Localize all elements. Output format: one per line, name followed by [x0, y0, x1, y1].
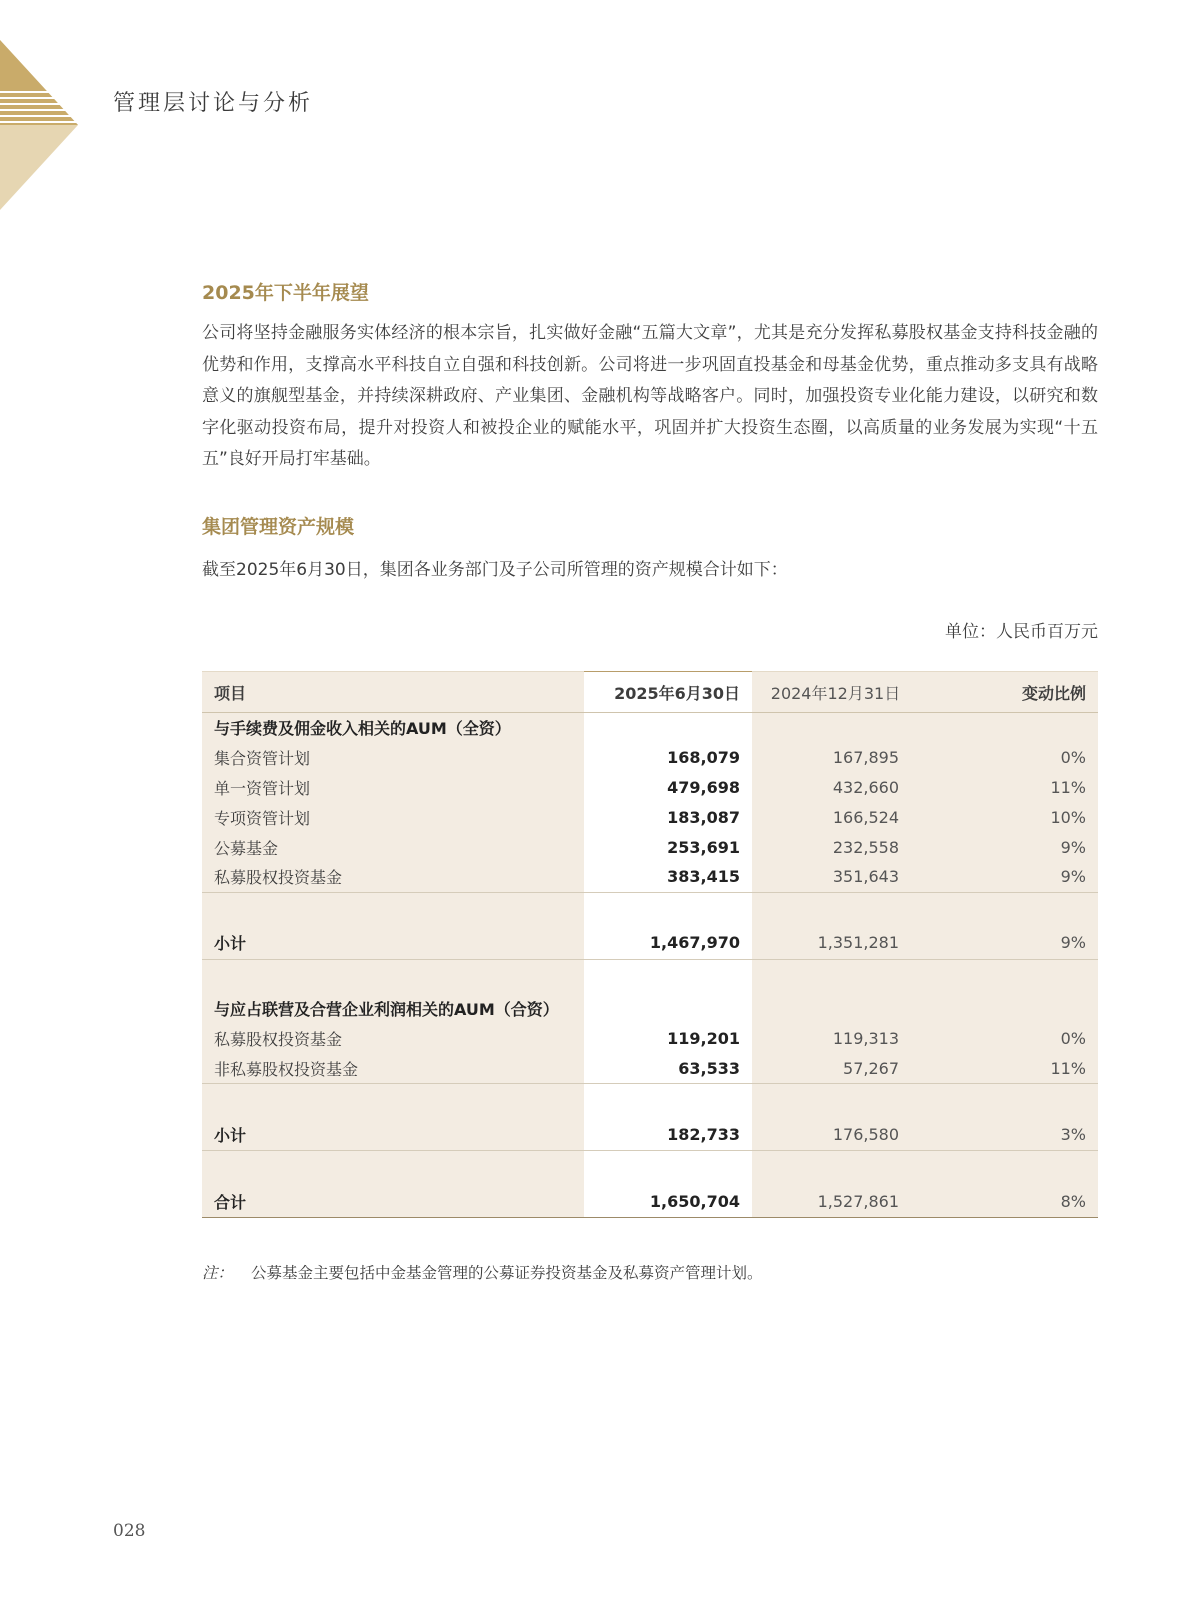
group-header-row: [202, 994, 1098, 1024]
row-item: 非私募股权投资基金: [202, 1053, 584, 1083]
corner-gold-triangle-icon: [0, 40, 80, 210]
group-title: 与手续费及佣金收入相关的AUM（全资）: [202, 713, 584, 743]
total-row: [202, 1185, 1098, 1218]
row-item: 集合资管计划: [202, 743, 584, 773]
outlook-paragraph: 公司将坚持金融服务实体经济的根本宗旨，扎实做好金融“五篇大文章”，尤其是充分发挥私募股权基金支持科技金融的优势和作用，支撑高水平科技自立自强和科技创新。公司将进一步巩固直投基金和母基金优势，重点推动多支具有战略意义的旗舰型基金，并持续深耕政府、产业集团、金融机构等战略客户。同时，加强投资专业化能力建设，以研究和数字化驱动投资布局，提升对投资人和被投企业的赋能水平，巩固并扩大投资生态圈，以高质量的业务发展为实现“十五五”良好开局打牢基础。: [202, 323, 1098, 469]
table-row: [202, 862, 1098, 892]
row-previous: 119,313: [752, 1024, 919, 1054]
table-row: [202, 1053, 1098, 1083]
row-current: 183,087: [584, 802, 752, 832]
spacer-row: [202, 892, 1098, 927]
row-current: 168,079: [584, 743, 752, 773]
column-header-change: 变动比例: [919, 672, 1098, 713]
footnote-text: 公募基金主要包括中金基金管理的公募证券投资基金及私募资产管理计划。: [251, 1264, 763, 1282]
column-header-previous: 2024年12月31日: [752, 672, 919, 713]
page-number: 028: [113, 1521, 146, 1541]
row-change: 9%: [919, 862, 1098, 892]
row-item: 专项资管计划: [202, 802, 584, 832]
spacer-row: [202, 959, 1098, 994]
row-current: 63,533: [584, 1053, 752, 1083]
row-previous: 166,524: [752, 802, 919, 832]
row-current: 253,691: [584, 832, 752, 862]
subtotal-current: 182,733: [584, 1118, 752, 1151]
table-row: [202, 773, 1098, 803]
subtotal-row: [202, 927, 1098, 960]
total-change: 8%: [919, 1185, 1098, 1218]
footnote-label: 注：: [202, 1264, 234, 1282]
column-header-item: 项目: [202, 672, 584, 713]
row-previous: 57,267: [752, 1053, 919, 1083]
subtotal-row: [202, 1118, 1098, 1151]
row-previous: 167,895: [752, 743, 919, 773]
table-header-row: [202, 672, 1098, 713]
column-header-current: 2025年6月30日: [584, 672, 752, 713]
row-change: 0%: [919, 743, 1098, 773]
row-current: 119,201: [584, 1024, 752, 1054]
row-previous: 232,558: [752, 832, 919, 862]
subtotal-label: 小计: [202, 927, 584, 960]
row-item: 私募股权投资基金: [202, 862, 584, 892]
row-previous: 351,643: [752, 862, 919, 892]
subtotal-previous: 176,580: [752, 1118, 919, 1151]
subtotal-change: 3%: [919, 1118, 1098, 1151]
subtotal-change: 9%: [919, 927, 1098, 960]
outlook-heading: 2025年下半年展望: [202, 282, 369, 304]
row-change: 9%: [919, 832, 1098, 862]
table-row: [202, 832, 1098, 862]
aum-heading: 集团管理资产规模: [202, 516, 355, 538]
subtotal-current: 1,467,970: [584, 927, 752, 960]
row-change: 0%: [919, 1024, 1098, 1054]
subtotal-label: 小计: [202, 1118, 584, 1151]
group-header-row: [202, 713, 1098, 743]
spacer-row: [202, 1151, 1098, 1186]
footnote: [202, 1261, 763, 1283]
row-item: 私募股权投资基金: [202, 1024, 584, 1054]
row-change: 11%: [919, 1053, 1098, 1083]
total-label: 合计: [202, 1185, 584, 1218]
table-row: [202, 743, 1098, 773]
row-change: 10%: [919, 802, 1098, 832]
row-item: 单一资管计划: [202, 773, 584, 803]
row-previous: 432,660: [752, 773, 919, 803]
row-item: 公募基金: [202, 832, 584, 862]
page-header-title: 管理层讨论与分析: [113, 91, 314, 116]
row-current: 479,698: [584, 773, 752, 803]
aum-intro: 截至2025年6月30日，集团各业务部门及子公司所管理的资产规模合计如下：: [202, 560, 788, 580]
spacer-row: [202, 1084, 1098, 1119]
row-change: 11%: [919, 773, 1098, 803]
aum-table: [202, 671, 1098, 1218]
total-previous: 1,527,861: [752, 1185, 919, 1218]
table-row: [202, 802, 1098, 832]
group-title: 与应占联营及合营企业利润相关的AUM（合资）: [202, 994, 584, 1024]
unit-label: 单位：人民币百万元: [945, 622, 1098, 642]
subtotal-previous: 1,351,281: [752, 927, 919, 960]
row-current: 383,415: [584, 862, 752, 892]
table-row: [202, 1024, 1098, 1054]
total-current: 1,650,704: [584, 1185, 752, 1218]
